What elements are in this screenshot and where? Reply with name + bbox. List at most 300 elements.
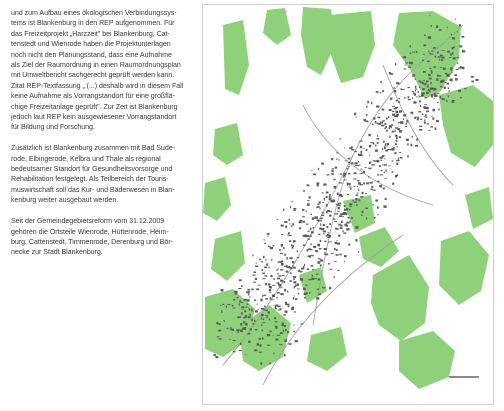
building — [310, 235, 311, 238]
building — [269, 319, 270, 321]
building — [263, 295, 266, 296]
building — [410, 53, 412, 54]
building — [287, 331, 289, 333]
building — [415, 145, 418, 147]
building — [423, 54, 425, 55]
building — [420, 105, 421, 107]
building — [458, 90, 461, 92]
building — [418, 91, 419, 93]
building — [324, 252, 326, 253]
building — [471, 81, 473, 83]
building — [311, 244, 312, 246]
building — [339, 254, 342, 256]
building — [259, 352, 262, 353]
building — [392, 149, 395, 151]
building — [258, 285, 261, 286]
building — [297, 257, 300, 258]
building — [353, 200, 354, 201]
building — [348, 244, 350, 246]
building — [334, 186, 337, 189]
building — [383, 188, 385, 190]
building — [358, 165, 359, 166]
building — [254, 300, 256, 301]
building — [273, 305, 274, 306]
building — [318, 258, 321, 259]
building — [375, 199, 377, 201]
building — [293, 281, 296, 283]
building — [344, 205, 346, 207]
building — [457, 32, 458, 33]
building — [348, 162, 350, 163]
building — [329, 215, 331, 217]
building — [280, 285, 282, 287]
building — [358, 251, 359, 253]
building — [424, 83, 426, 85]
building — [272, 245, 274, 246]
building — [422, 88, 425, 90]
building — [450, 53, 452, 56]
building — [290, 206, 291, 208]
building — [298, 293, 299, 295]
building — [308, 239, 310, 241]
building — [349, 221, 350, 223]
building — [462, 67, 465, 70]
scale-bar — [449, 376, 479, 378]
building — [340, 225, 342, 227]
green-area — [213, 123, 243, 165]
building — [304, 297, 306, 298]
building — [412, 91, 414, 92]
building — [381, 125, 384, 127]
building — [447, 51, 450, 53]
building — [297, 289, 300, 290]
green-area — [371, 255, 429, 341]
building — [377, 174, 378, 176]
building — [442, 98, 445, 100]
building — [245, 307, 247, 308]
building — [294, 296, 295, 297]
building — [276, 297, 278, 298]
building — [279, 275, 282, 276]
building — [306, 235, 309, 237]
building — [320, 240, 322, 242]
building — [320, 208, 321, 210]
building — [293, 331, 295, 332]
building — [312, 278, 315, 280]
building — [435, 127, 437, 129]
building — [401, 88, 403, 90]
building — [239, 350, 242, 351]
building — [249, 308, 250, 310]
building — [294, 311, 296, 312]
building — [386, 130, 388, 132]
building — [369, 155, 370, 156]
building — [280, 293, 283, 295]
building — [454, 74, 457, 76]
building — [346, 213, 348, 216]
building — [280, 344, 283, 345]
building — [403, 114, 406, 116]
building — [260, 344, 262, 347]
building — [324, 254, 327, 256]
building — [253, 323, 254, 325]
building — [317, 289, 320, 290]
building — [235, 292, 238, 294]
building — [384, 172, 385, 173]
building — [406, 120, 408, 122]
building — [462, 50, 465, 52]
building — [440, 86, 442, 88]
building — [449, 73, 451, 74]
building — [400, 157, 403, 159]
building — [277, 273, 279, 274]
building — [279, 308, 280, 310]
building — [319, 248, 322, 249]
building — [390, 98, 392, 100]
building — [283, 330, 284, 332]
building — [431, 82, 432, 85]
building — [428, 89, 430, 90]
building — [262, 330, 264, 332]
building — [239, 279, 242, 281]
building — [269, 289, 271, 291]
building — [413, 92, 414, 95]
building — [450, 69, 451, 71]
building — [344, 261, 345, 262]
building — [261, 325, 262, 326]
building — [395, 130, 396, 133]
building — [399, 136, 401, 138]
building — [440, 96, 442, 99]
building — [285, 254, 286, 255]
building — [416, 96, 417, 97]
building — [428, 74, 431, 76]
paragraph-rep: und zum Aufbau eines ökologischen Verbindungssys- tems ist Blankenburg in den REP aufgenommen. Für das Freizeitprojekt „Harzzeit" bei Blankenburg, Cat- tenstedt und Wienrode haben die Projektunterlagen noch nicht den Planungsstand, dass eine Aufnahme als Ziel der Raumordnung in einen Raumordnungsplan mit Umweltbericht sachgerecht geprüft werden kann. Zitat REP-Textfassung „ (...) deshalb wird in diesem Fall keine Aufnahme als Vorrangstandort für eine großflä- chige Freizeitanlage geprüft". Zur Zeit ist Blankenburg jedoch laut REP kein ausgewiesener Vorrangstandort für Bildung und Forschung. — [11, 9, 184, 132]
building — [309, 255, 311, 257]
building — [275, 326, 278, 327]
building — [392, 106, 395, 107]
building — [262, 269, 264, 271]
building — [316, 207, 318, 209]
building — [279, 249, 281, 250]
building — [360, 146, 362, 148]
building — [273, 353, 274, 355]
building — [366, 121, 368, 123]
building — [433, 47, 436, 49]
building — [300, 271, 303, 272]
building — [238, 288, 241, 289]
building — [344, 209, 346, 211]
building — [254, 320, 255, 322]
building — [246, 354, 247, 355]
building — [216, 322, 218, 324]
building — [439, 59, 440, 61]
building — [310, 255, 313, 256]
building — [293, 208, 296, 209]
building — [371, 102, 372, 104]
building — [330, 241, 332, 242]
building — [452, 37, 455, 39]
building — [424, 116, 425, 117]
building — [398, 122, 400, 123]
building — [408, 96, 410, 98]
building — [293, 297, 294, 300]
building — [281, 263, 284, 266]
building — [334, 248, 336, 250]
building — [425, 97, 428, 98]
building — [269, 362, 271, 364]
building — [322, 212, 324, 213]
building — [275, 321, 278, 322]
building — [436, 93, 439, 94]
building — [336, 254, 339, 256]
building — [331, 170, 333, 172]
building — [248, 333, 251, 335]
building — [363, 182, 365, 184]
building — [433, 98, 435, 99]
building — [294, 209, 296, 211]
building — [360, 184, 363, 185]
building — [366, 218, 367, 220]
building — [331, 211, 332, 212]
building — [424, 119, 425, 122]
building — [427, 90, 430, 91]
building — [347, 183, 349, 185]
building — [425, 114, 427, 116]
building — [305, 211, 307, 212]
building — [272, 299, 274, 300]
building — [404, 69, 407, 70]
building — [247, 289, 250, 291]
building — [354, 202, 357, 203]
building — [382, 120, 384, 121]
building — [354, 186, 356, 187]
building — [460, 97, 462, 98]
green-area — [263, 8, 291, 45]
building — [442, 57, 445, 59]
building — [219, 338, 222, 340]
building — [342, 213, 345, 216]
building — [281, 225, 284, 227]
building — [360, 173, 363, 174]
building — [343, 232, 346, 233]
building — [292, 307, 295, 309]
building — [303, 235, 306, 237]
building — [292, 247, 294, 249]
building — [317, 244, 320, 246]
building — [252, 254, 253, 256]
building — [431, 54, 433, 55]
building — [395, 135, 398, 137]
building — [336, 158, 337, 160]
building — [337, 205, 340, 206]
building — [261, 362, 263, 365]
building — [395, 175, 397, 177]
building — [379, 157, 382, 159]
building — [335, 213, 338, 214]
building — [377, 161, 379, 162]
green-area — [223, 20, 249, 95]
building — [303, 244, 306, 246]
building — [241, 306, 244, 308]
building — [377, 135, 378, 137]
building — [363, 119, 365, 121]
building — [258, 309, 259, 310]
building — [444, 87, 446, 89]
building — [307, 249, 309, 251]
building — [429, 91, 431, 92]
building — [383, 205, 386, 207]
building — [295, 268, 296, 269]
building — [318, 220, 320, 222]
building — [445, 82, 447, 83]
building — [351, 162, 353, 164]
building — [428, 36, 431, 39]
building — [304, 264, 305, 266]
building — [281, 245, 283, 246]
building — [390, 73, 393, 75]
building — [448, 95, 449, 97]
building — [313, 246, 316, 248]
building — [396, 137, 398, 139]
green-area — [439, 85, 493, 167]
building — [299, 227, 301, 229]
building — [256, 304, 257, 305]
building — [284, 354, 286, 356]
building — [306, 224, 309, 225]
building — [241, 309, 244, 310]
building — [396, 147, 398, 148]
building — [317, 261, 320, 264]
building — [418, 111, 421, 112]
building — [283, 281, 285, 283]
building — [429, 68, 431, 69]
building — [316, 274, 319, 275]
building — [421, 94, 424, 96]
building — [287, 234, 289, 235]
building — [435, 56, 437, 58]
building — [343, 230, 344, 232]
building — [365, 193, 367, 194]
building — [372, 124, 374, 126]
building — [408, 67, 411, 68]
building — [322, 287, 325, 288]
building — [307, 203, 310, 206]
building — [275, 327, 277, 329]
building — [255, 266, 258, 268]
building — [427, 61, 430, 63]
building — [291, 225, 293, 226]
building — [356, 117, 357, 118]
building — [247, 304, 249, 305]
building — [284, 325, 286, 327]
building — [351, 149, 354, 150]
building — [424, 122, 426, 124]
building — [347, 194, 349, 195]
building — [408, 99, 411, 100]
building — [366, 114, 368, 116]
building — [353, 179, 356, 180]
building — [227, 328, 229, 329]
building — [448, 87, 449, 89]
building — [284, 339, 287, 342]
building — [287, 291, 288, 293]
building — [281, 234, 283, 235]
building — [292, 223, 294, 225]
building — [335, 167, 338, 169]
building — [452, 52, 453, 55]
building — [347, 217, 349, 219]
building — [321, 215, 324, 217]
building — [358, 189, 359, 192]
building — [395, 63, 396, 65]
building — [329, 242, 330, 243]
building — [369, 145, 371, 148]
building — [316, 251, 318, 253]
building — [254, 349, 257, 351]
building — [320, 259, 323, 261]
building — [270, 247, 273, 249]
building — [280, 269, 283, 270]
building — [434, 88, 437, 91]
building — [251, 309, 252, 311]
building — [431, 72, 433, 74]
building — [329, 194, 331, 196]
building — [262, 278, 265, 279]
building — [464, 88, 467, 89]
building — [423, 80, 425, 81]
building — [377, 214, 379, 215]
building — [439, 75, 441, 76]
building — [426, 92, 429, 94]
building — [335, 242, 338, 244]
green-area — [439, 231, 489, 305]
building — [424, 35, 426, 37]
building — [457, 57, 460, 58]
building — [370, 189, 373, 191]
building — [431, 94, 434, 95]
building — [307, 200, 310, 201]
building — [362, 211, 364, 213]
building — [295, 340, 298, 342]
building — [429, 78, 432, 80]
building — [379, 165, 381, 167]
building — [360, 196, 363, 197]
building — [246, 291, 249, 293]
building — [403, 56, 406, 58]
building — [381, 160, 383, 161]
building — [426, 81, 429, 83]
building — [415, 89, 417, 90]
building — [371, 164, 374, 165]
building — [419, 129, 422, 131]
building — [369, 162, 371, 164]
building — [259, 338, 261, 340]
building — [408, 87, 411, 88]
building — [434, 94, 437, 97]
building — [381, 170, 383, 172]
building — [396, 100, 398, 102]
building — [306, 285, 308, 286]
building — [384, 128, 386, 129]
building — [405, 65, 407, 66]
building — [233, 340, 236, 341]
building — [426, 111, 429, 113]
building — [349, 203, 352, 205]
building — [339, 182, 342, 183]
building — [265, 315, 266, 316]
building — [436, 25, 438, 28]
